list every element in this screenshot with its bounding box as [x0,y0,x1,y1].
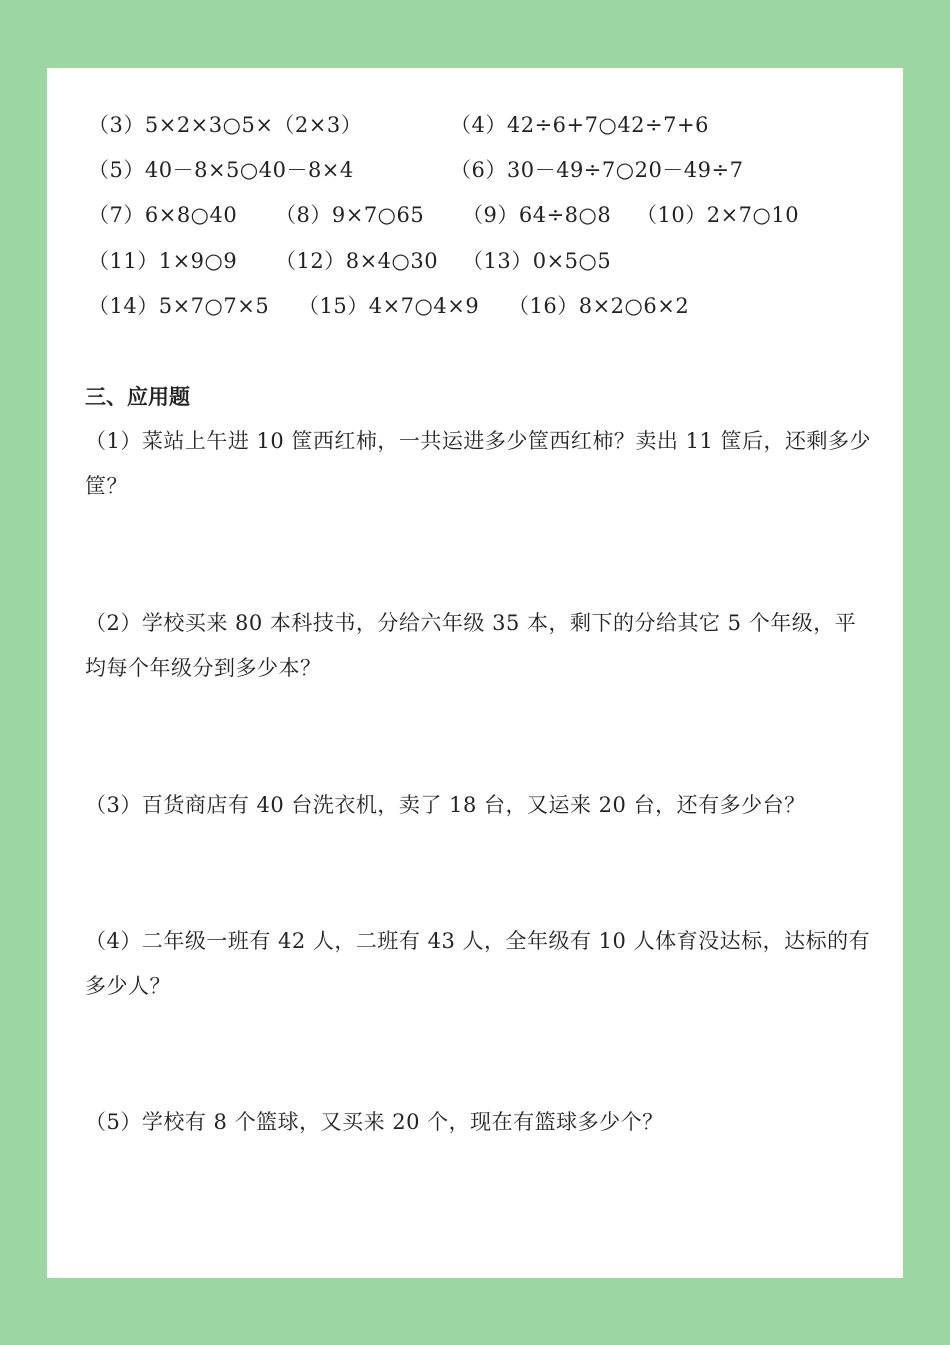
comparison-item-5: （5）40－8×5○40－8×4 [88,158,354,182]
comparison-item-15: （15）4×7○4×9 [298,294,480,318]
comparison-item-7: （7）6×8○40 [88,203,238,227]
comparison-item-13: （13）0×5○5 [462,249,612,273]
word-problem-5: （5）学校有 8 个篮球，又买来 20 个，现在有篮球多少个？ [85,1110,664,1134]
word-problem-4: （4）二年级一班有 42 人，二班有 43 人，全年级有 10 人体育没达标，达标的有多少人？ [85,929,871,998]
word-problem-2: （2）学校买来 80 本科技书，分给六年级 35 本，剩下的分给其它 5 个年级，平均每个年级分到多少本？ [85,611,857,680]
comparison-item-6: （6）30－49÷7○20－49÷7 [450,158,744,182]
comparison-item-10: （10）2×7○10 [636,203,800,227]
comparison-item-14: （14）5×7○7×5 [88,294,270,318]
comparison-item-12: （12）8×4○30 [275,249,439,273]
word-problem-3: （3）百货商店有 40 台洗衣机，卖了 18 台，又运来 20 台，还有多少台？ [85,793,806,817]
comparison-item-9: （9）64÷8○8 [462,203,612,227]
comparison-item-11: （11）1×9○9 [88,249,238,273]
section-title: 三、应用题 [85,385,190,409]
comparison-item-16: （16）8×2○6×2 [508,294,690,318]
comparison-item-4: （4）42÷6+7○42÷7+6 [450,113,709,137]
comparison-item-8: （8）9×7○65 [275,203,425,227]
word-problem-1: （1）菜站上午进 10 筐西红柿，一共运进多少筐西红柿？卖出 11 筐后，还剩多少筐？ [85,429,872,498]
comparison-item-3: （3）5×2×3○5×（2×3） [88,113,363,137]
